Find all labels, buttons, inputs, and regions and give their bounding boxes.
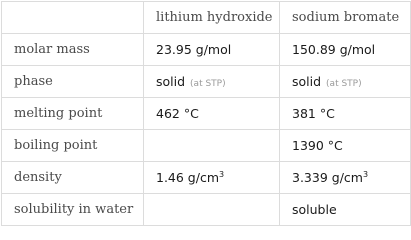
phase-note: (at STP) [326,79,362,89]
properties-table [1,1,411,226]
header-lithium-hydroxide: lithium hydroxide [144,2,280,34]
phase-value: solid [292,74,322,89]
row-label-density: density [2,162,144,194]
table-row [2,162,411,194]
phase-value: solid [156,74,186,89]
phase-sodium-bromate [280,66,411,98]
phase-lithium-hydroxide [144,66,280,98]
table-row [2,130,411,162]
header-row [2,2,411,34]
solubility-sodium-bromate: soluble [280,194,411,226]
header-sodium-bromate: sodium bromate [280,2,411,34]
row-label-boiling-point: boiling point [2,130,144,162]
phase-note: (at STP) [190,79,226,89]
melting-point-sodium-bromate: 381 °C [280,98,411,130]
unit-exponent: 3 [219,170,225,179]
molar-mass-sodium-bromate: 150.89 g/mol [280,34,411,66]
table-row [2,66,411,98]
boiling-point-lithium-hydroxide [144,130,280,162]
density-sodium-bromate [280,162,411,194]
table-row [2,194,411,226]
melting-point-lithium-hydroxide: 462 °C [144,98,280,130]
unit-exponent: 3 [362,170,369,179]
row-label-melting-point: melting point [2,98,144,130]
solubility-lithium-hydroxide [144,194,280,226]
header-empty-cell [2,2,144,34]
density-value: 3.339 g/cm [292,170,363,185]
table-row [2,98,411,130]
row-label-phase: phase [2,66,144,98]
molar-mass-lithium-hydroxide: 23.95 g/mol [144,34,280,66]
row-label-solubility: solubility in water [2,194,144,226]
table-row [2,34,411,66]
density-lithium-hydroxide [144,162,280,194]
row-label-molar-mass: molar mass [2,34,144,66]
density-value: 1.46 g/cm [156,170,220,185]
boiling-point-sodium-bromate: 1390 °C [280,130,411,162]
